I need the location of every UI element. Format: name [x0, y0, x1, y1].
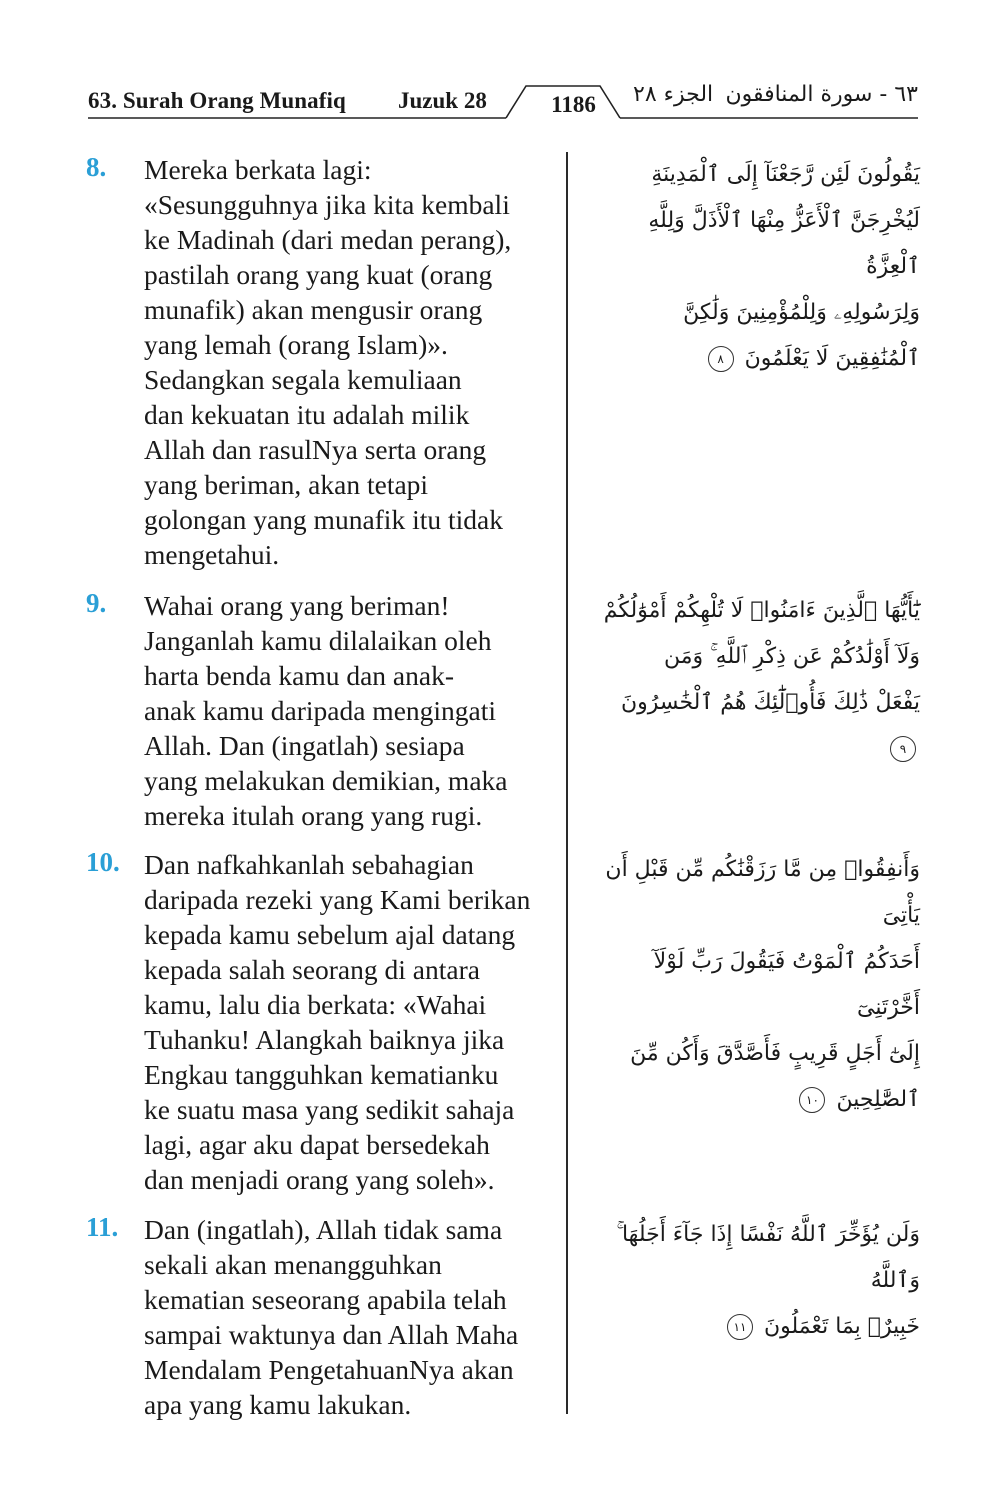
- ayah-number-marker: ٨: [708, 346, 734, 372]
- verse-arabic: [590, 847, 920, 1123]
- verse-translation: Mereka berkata lagi: «Sesungguhnya jika kita kembali ke Madinah (dari medan perang), pastilah orang yang kuat (orang munafik) akan mengusir orang yang lemah (orang Islam)». Sedangkan segala kemuliaan dan kekuatan itu adalah milik Allah dan rasulNya serta orang yang beriman, akan tetapi golongan yang munafik itu tidak mengetahui.: [144, 154, 512, 570]
- verse-arabic-text: يَقُولُونَ لَئِن رَّجَعْنَآ إِلَى ٱلْمَدِينَةِ لَيُخْرِجَنَّ ٱلْأَعَزُّ مِنْهَا ٱلْأَذَلَّ وَلِلَّهِ ٱلْعِزَّةُ وَلِرَسُولِهِۦ وَلِلْمُؤْمِنِينَ وَلَٰكِنَّ ٱلْمُنَٰفِقِينَ لَا يَعْلَمُونَ: [648, 162, 920, 371]
- page-number: 1186: [551, 92, 596, 117]
- verse-number: 11.: [86, 1212, 119, 1242]
- column-divider: [566, 152, 568, 1414]
- ayah-number-marker: ١٠: [799, 1087, 825, 1113]
- verse-number: 10.: [86, 847, 120, 877]
- juzuk-label: Juzuk 28: [398, 88, 487, 113]
- verse-translation: Dan (ingatlah), Allah tidak sama sekali akan menangguhkan kematian seseorang apabila telah sampai waktunya dan Allah Maha Mendalam PengetahuanNya akan apa yang kamu lakukan.: [144, 1214, 519, 1420]
- juz-label-arabic: الجزء ٢٨: [633, 82, 714, 107]
- page-header: [88, 82, 918, 124]
- ayah-number-marker: ٩: [890, 736, 916, 762]
- verse-number: 9.: [86, 588, 107, 618]
- verse-arabic: [590, 588, 920, 772]
- surah-title-arabic: ٦٣ - سورة المنافقون: [725, 82, 918, 107]
- verse-arabic-text: وَلَن يُؤَخِّرَ ٱللَّهُ نَفْسًا إِذَا جَآءَ أَجَلُهَا ۚ وَٱللَّهُ خَبِيرٌۢ بِمَا تَعْمَلُونَ: [616, 1222, 920, 1339]
- verse-translation: Dan nafkahkanlah sebahagian daripada rezeki yang Kami berikan kepada kamu sebelum ajal datang kepada salah seorang di antara kamu, lalu dia berkata: «Wahai Tuhanku! Alangkah baiknya jika Engkau tangguhkan kematianku ke suatu masa yang sedikit sahaja lagi, agar aku dapat bersedekah dan menjadi orang yang soleh».: [144, 849, 531, 1195]
- verse-arabic-text: وَأَنفِقُوا۟ مِن مَّا رَزَقْنَٰكُم مِّن قَبْلِ أَن يَأْتِىَ أَحَدَكُمُ ٱلْمَوْتُ فَيَقُولَ رَبِّ لَوْلَآ أَخَّرْتَنِىٓ إِلَىٰٓ أَجَلٍ قَرِيبٍ فَأَصَّدَّقَ وَأَكُن مِّنَ ٱلصَّٰلِحِينَ: [605, 857, 920, 1112]
- verse-arabic: [590, 1212, 920, 1350]
- verse-arabic-text: يَٰٓأَيُّهَا ٱلَّذِينَ ءَامَنُوا۟ لَا تُلْهِكُمْ أَمْوَٰلُكُمْ وَلَآ أَوْلَٰدُكُمْ عَن ذِكْرِ ٱللَّهِ ۚ وَمَن يَفْعَلْ ذَٰلِكَ فَأُو۟لَٰٓئِكَ هُمُ ٱلْخَٰسِرُونَ: [603, 598, 920, 715]
- verse-arabic: [590, 152, 920, 382]
- surah-title-latin: 63. Surah Orang Munafiq: [88, 88, 346, 113]
- verse-number: 8.: [86, 152, 107, 182]
- ayah-number-marker: ١١: [727, 1314, 753, 1340]
- verse-translation: Wahai orang yang beriman! Janganlah kamu dilalaikan oleh harta benda kamu dan anak- anak kamu daripada mengingati Allah. Dan (ingatlah) sesiapa yang melakukan demikian, maka mereka itulah orang yang rugi.: [144, 590, 508, 831]
